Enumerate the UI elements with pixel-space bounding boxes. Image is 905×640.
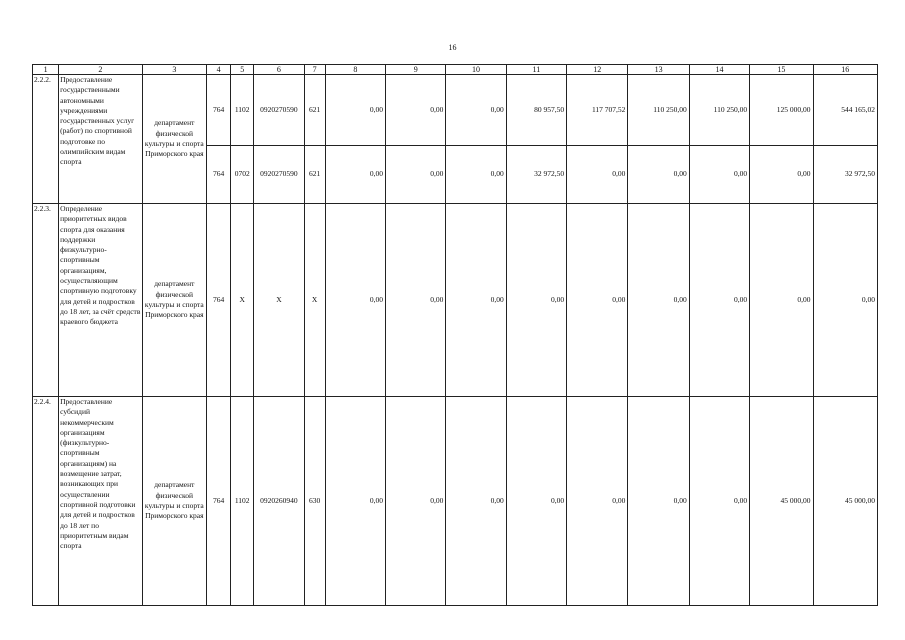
cell-col12: 0,00 <box>567 397 628 606</box>
cell-col9: 0,00 <box>386 75 446 146</box>
cell-col13: 0,00 <box>628 397 689 606</box>
responsible-department: департамент физической культуры и спорта Приморского края <box>142 397 206 606</box>
cell-col9: 0,00 <box>386 397 446 606</box>
cell-col8: 0,00 <box>325 146 385 204</box>
row-number: 2.2.3. <box>33 204 59 397</box>
cell-col14: 0,00 <box>689 204 749 397</box>
cell-col7: 630 <box>304 397 325 606</box>
cell-col14: 110 250,00 <box>689 75 749 146</box>
cell-col6: 0920260940 <box>254 397 304 606</box>
col-header-1: 1 <box>33 65 59 75</box>
cell-col15: 0,00 <box>750 204 813 397</box>
cell-col15: 0,00 <box>750 146 813 204</box>
col-header-8: 8 <box>325 65 385 75</box>
cell-col11: 0,00 <box>506 397 566 606</box>
col-header-14: 14 <box>689 65 749 75</box>
table-row <box>33 397 878 606</box>
responsible-department: департамент физической культуры и спорта Приморского края <box>142 75 206 204</box>
cell-col12: 0,00 <box>567 146 628 204</box>
col-header-2: 2 <box>59 65 142 75</box>
cell-col10: 0,00 <box>446 204 506 397</box>
col-header-11: 11 <box>506 65 566 75</box>
col-header-9: 9 <box>386 65 446 75</box>
activity-name: Предоставление государственными автономными учреждениями государственных услуг (работ) по спортивной подготовке по олимпийским видам спорта <box>59 75 142 204</box>
activity-name: Предоставление субсидий некоммерческим организациям (физкультурно-спортивным организациям) на возмещение затрат, возникающих при осуществлении спортивной подготовки для детей и подростков до 18 лет по приоритетным видам спорта <box>59 397 142 606</box>
page-number: 16 <box>448 43 457 52</box>
budget-table <box>32 64 878 606</box>
cell-col10: 0,00 <box>446 75 506 146</box>
cell-col9: 0,00 <box>386 204 446 397</box>
col-header-6: 6 <box>254 65 304 75</box>
cell-col16: 0,00 <box>813 204 878 397</box>
col-header-3: 3 <box>142 65 206 75</box>
cell-col6: 0920270590 <box>254 146 304 204</box>
cell-col13: 0,00 <box>628 204 689 397</box>
cell-col16: 32 972,50 <box>813 146 878 204</box>
cell-col11: 32 972,50 <box>506 146 566 204</box>
cell-col4: 764 <box>207 146 231 204</box>
cell-col14: 0,00 <box>689 397 749 606</box>
cell-col16: 544 165,02 <box>813 75 878 146</box>
cell-col4: 764 <box>207 75 231 146</box>
cell-col15: 45 000,00 <box>750 397 813 606</box>
cell-col6: 0920270590 <box>254 75 304 146</box>
cell-col6: X <box>254 204 304 397</box>
activity-name: Определение приоритетных видов спорта для оказания поддержки физкультурно-спортивным организациям, осуществляющим спортивную подготовку для детей и подростков до 18 лет, за счёт средств краевого бюджета <box>59 204 142 397</box>
header-row <box>33 65 878 75</box>
responsible-department: департамент физической культуры и спорта Приморского края <box>142 204 206 397</box>
cell-col10: 0,00 <box>446 146 506 204</box>
cell-col7: 621 <box>304 146 325 204</box>
col-header-4: 4 <box>207 65 231 75</box>
row-number: 2.2.2. <box>33 75 59 204</box>
cell-col11: 0,00 <box>506 204 566 397</box>
cell-col7: X <box>304 204 325 397</box>
cell-col4: 764 <box>207 204 231 397</box>
cell-col10: 0,00 <box>446 397 506 606</box>
col-header-13: 13 <box>628 65 689 75</box>
cell-col16: 45 000,00 <box>813 397 878 606</box>
col-header-15: 15 <box>750 65 813 75</box>
table-row <box>33 75 878 146</box>
cell-col13: 110 250,00 <box>628 75 689 146</box>
cell-col5: 0702 <box>231 146 254 204</box>
col-header-10: 10 <box>446 65 506 75</box>
cell-col5: X <box>231 204 254 397</box>
cell-col4: 764 <box>207 397 231 606</box>
cell-col8: 0,00 <box>325 75 385 146</box>
cell-col5: 1102 <box>231 397 254 606</box>
cell-col5: 1102 <box>231 75 254 146</box>
cell-col12: 0,00 <box>567 204 628 397</box>
col-header-7: 7 <box>304 65 325 75</box>
table-row <box>33 204 878 397</box>
cell-col15: 125 000,00 <box>750 75 813 146</box>
cell-col14: 0,00 <box>689 146 749 204</box>
cell-col8: 0,00 <box>325 397 385 606</box>
col-header-5: 5 <box>231 65 254 75</box>
col-header-16: 16 <box>813 65 878 75</box>
cell-col12: 117 707,52 <box>567 75 628 146</box>
col-header-12: 12 <box>567 65 628 75</box>
cell-col13: 0,00 <box>628 146 689 204</box>
cell-col9: 0,00 <box>386 146 446 204</box>
cell-col7: 621 <box>304 75 325 146</box>
row-number: 2.2.4. <box>33 397 59 606</box>
cell-col8: 0,00 <box>325 204 385 397</box>
cell-col11: 80 957,50 <box>506 75 566 146</box>
